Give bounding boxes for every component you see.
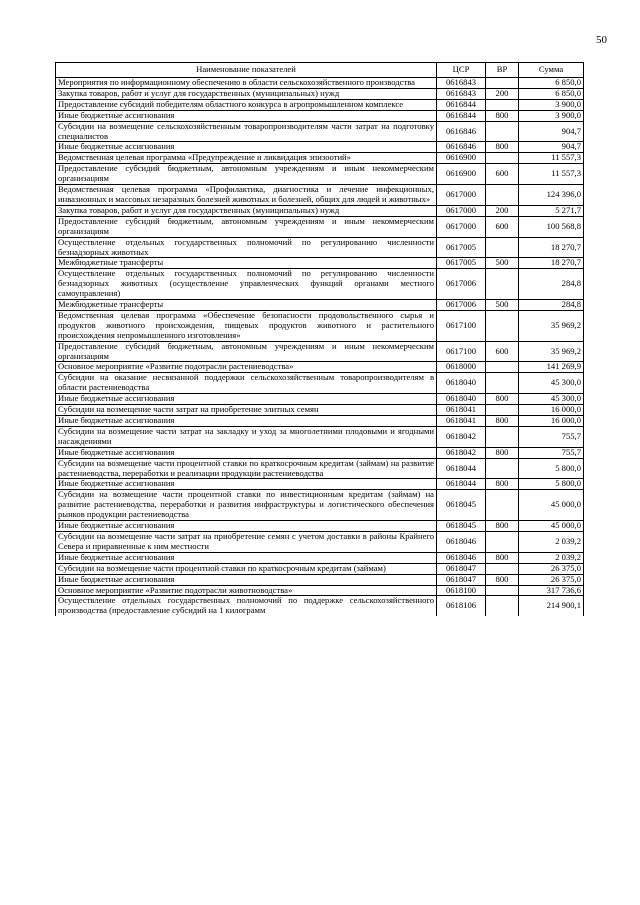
cell-name: Предоставление субсидий победителям областного конкурса в агропромышленном комплексе: [56, 99, 437, 110]
cell-csr: 0618041: [437, 405, 486, 416]
cell-csr: 0616844: [437, 110, 486, 121]
cell-name: Субсидии на возмещение части затрат на приобретение элитных семян: [56, 405, 437, 416]
cell-name: Иные бюджетные ассигнования: [56, 447, 437, 458]
cell-sum: 284,8: [519, 269, 584, 300]
table-row: [56, 300, 584, 311]
cell-csr: 0616843: [437, 78, 486, 89]
cell-sum: 5 800,0: [519, 479, 584, 490]
cell-sum: 35 969,2: [519, 310, 584, 341]
cell-vr: [486, 596, 519, 616]
table-row: [56, 416, 584, 427]
cell-csr: 0617000: [437, 205, 486, 216]
cell-csr: 0618044: [437, 479, 486, 490]
table-row: [56, 531, 584, 552]
cell-sum: 214 900,1: [519, 596, 584, 616]
cell-name: Иные бюджетные ассигнования: [56, 479, 437, 490]
cell-vr: [486, 310, 519, 341]
table-row: [56, 185, 584, 206]
cell-csr: 0618046: [437, 552, 486, 563]
cell-sum: 755,7: [519, 447, 584, 458]
table-row: [56, 164, 584, 185]
cell-vr: 800: [486, 447, 519, 458]
cell-sum: 141 269,9: [519, 362, 584, 373]
cell-name: Субсидии на возмещение части процентной ставки по инвестиционным кредитам (займам) на развитие растениеводства, переработки и развития инфраструктуры и логистического обеспечения рынков продукции растениеводства: [56, 490, 437, 521]
cell-csr: 0617005: [437, 258, 486, 269]
header-csr: ЦСР: [437, 63, 486, 78]
cell-csr: 0618041: [437, 416, 486, 427]
cell-name: Иные бюджетные ассигнования: [56, 552, 437, 563]
cell-vr: [486, 269, 519, 300]
table-row: [56, 596, 584, 616]
cell-vr: [486, 426, 519, 447]
cell-csr: 0617006: [437, 300, 486, 311]
cell-sum: 11 557,3: [519, 164, 584, 185]
table-row: [56, 216, 584, 237]
cell-sum: 26 375,0: [519, 574, 584, 585]
page-number: 50: [596, 34, 607, 46]
cell-sum: 45 300,0: [519, 394, 584, 405]
cell-sum: 6 850,0: [519, 78, 584, 89]
table-row: [56, 153, 584, 164]
cell-name: Основное мероприятие «Развитие подотрасли растениеводства»: [56, 362, 437, 373]
cell-vr: 600: [486, 216, 519, 237]
table-row: [56, 563, 584, 574]
cell-name: Иные бюджетные ассигнования: [56, 574, 437, 585]
cell-vr: 800: [486, 552, 519, 563]
table-row: [56, 110, 584, 121]
cell-csr: 0618106: [437, 596, 486, 616]
table-row: [56, 205, 584, 216]
cell-csr: 0618040: [437, 373, 486, 394]
cell-vr: 800: [486, 142, 519, 153]
table-row: [56, 405, 584, 416]
cell-sum: 904,7: [519, 121, 584, 142]
cell-csr: 0616900: [437, 164, 486, 185]
cell-csr: 0618046: [437, 531, 486, 552]
cell-csr: 0618000: [437, 362, 486, 373]
cell-sum: 18 270,7: [519, 237, 584, 258]
header-sum: Сумма: [519, 63, 584, 78]
cell-csr: 0618047: [437, 574, 486, 585]
cell-sum: 45 000,0: [519, 521, 584, 532]
cell-vr: 200: [486, 88, 519, 99]
table-header-row: [56, 63, 584, 78]
cell-csr: 0618042: [437, 447, 486, 458]
cell-name: Субсидии на возмещение сельскохозяйственным товаропроизводителям части затрат на подготовку специалистов: [56, 121, 437, 142]
table-row: [56, 341, 584, 362]
cell-name: Закупка товаров, работ и услуг для государственных (муниципальных) нужд: [56, 205, 437, 216]
cell-vr: 600: [486, 164, 519, 185]
cell-csr: 0616844: [437, 99, 486, 110]
cell-name: Основное мероприятие «Развитие подотрасли животноводства»: [56, 585, 437, 596]
table-row: [56, 552, 584, 563]
cell-vr: 500: [486, 258, 519, 269]
cell-vr: [486, 531, 519, 552]
cell-sum: 2 039,2: [519, 531, 584, 552]
cell-csr: 0616900: [437, 153, 486, 164]
cell-vr: 500: [486, 300, 519, 311]
cell-vr: 800: [486, 574, 519, 585]
cell-name: Субсидии на возмещение части процентной ставки по краткосрочным кредитам (займам): [56, 563, 437, 574]
table-row: [56, 373, 584, 394]
table-row: [56, 258, 584, 269]
cell-sum: 100 568,8: [519, 216, 584, 237]
table-row: [56, 394, 584, 405]
cell-vr: [486, 585, 519, 596]
cell-sum: 11 557,3: [519, 153, 584, 164]
cell-vr: [486, 458, 519, 479]
table-row: [56, 490, 584, 521]
table-row: [56, 362, 584, 373]
table-row: [56, 99, 584, 110]
cell-csr: 0617000: [437, 216, 486, 237]
cell-sum: 2 039,2: [519, 552, 584, 563]
cell-sum: 45 000,0: [519, 490, 584, 521]
cell-name: Осуществление отдельных государственных полномочий по поддержке сельскохозяйственного производства (предоставление субсидий на 1 килограмм: [56, 596, 437, 616]
budget-table: [55, 62, 584, 616]
cell-vr: 800: [486, 394, 519, 405]
cell-vr: [486, 153, 519, 164]
cell-name: Предоставление субсидий бюджетным, автономным учреждениям и иным некоммерческим организациям: [56, 341, 437, 362]
cell-sum: 5 800,0: [519, 458, 584, 479]
cell-sum: 16 000,0: [519, 405, 584, 416]
table-row: [56, 426, 584, 447]
cell-csr: 0618045: [437, 490, 486, 521]
cell-sum: 3 900,0: [519, 110, 584, 121]
cell-vr: 800: [486, 416, 519, 427]
cell-sum: 35 969,2: [519, 341, 584, 362]
cell-csr: 0617005: [437, 237, 486, 258]
cell-name: Осуществление отдельных государственных полномочий по регулированию численности безнадзорных животных (осуществление управленческих функций органами местного самоуправления): [56, 269, 437, 300]
table-row: [56, 521, 584, 532]
cell-sum: 16 000,0: [519, 416, 584, 427]
cell-sum: 904,7: [519, 142, 584, 153]
cell-vr: 800: [486, 521, 519, 532]
cell-name: Предоставление субсидий бюджетным, автономным учреждениям и иным некоммерческим организациям: [56, 164, 437, 185]
cell-vr: [486, 563, 519, 574]
cell-name: Закупка товаров, работ и услуг для государственных (муниципальных) нужд: [56, 88, 437, 99]
cell-vr: [486, 121, 519, 142]
table-row: [56, 237, 584, 258]
cell-vr: [486, 490, 519, 521]
cell-name: Ведомственная целевая программа «Предупреждение и ликвидация эпизоотий»: [56, 153, 437, 164]
cell-name: Ведомственная целевая программа «Профилактика, диагностика и лечение инфекционных, инвазионных и массовых незаразных болезней животных и болезней, общих для людей и животных»: [56, 185, 437, 206]
cell-sum: 6 850,0: [519, 88, 584, 99]
table-row: [56, 310, 584, 341]
cell-sum: 755,7: [519, 426, 584, 447]
cell-vr: 600: [486, 341, 519, 362]
cell-vr: [486, 405, 519, 416]
cell-name: Межбюджетные трансферты: [56, 258, 437, 269]
cell-csr: 0618100: [437, 585, 486, 596]
cell-sum: 18 270,7: [519, 258, 584, 269]
cell-name: Мероприятия по информационному обеспечению в области сельскохозяйственного производства: [56, 78, 437, 89]
table-row: [56, 447, 584, 458]
cell-vr: 200: [486, 205, 519, 216]
cell-csr: 0616843: [437, 88, 486, 99]
table-row: [56, 121, 584, 142]
cell-sum: 317 736,6: [519, 585, 584, 596]
cell-csr: 0617000: [437, 185, 486, 206]
table-row: [56, 78, 584, 89]
cell-csr: 0616846: [437, 121, 486, 142]
cell-csr: 0618044: [437, 458, 486, 479]
cell-sum: 45 300,0: [519, 373, 584, 394]
cell-vr: [486, 237, 519, 258]
cell-vr: 800: [486, 479, 519, 490]
cell-name: Субсидии на возмещение части затрат на приобретение семян с учетом доставки в районы Крайнего Севера и приравненные к ним местности: [56, 531, 437, 552]
cell-name: Межбюджетные трансферты: [56, 300, 437, 311]
cell-csr: 0616846: [437, 142, 486, 153]
table-row: [56, 479, 584, 490]
cell-vr: [486, 99, 519, 110]
cell-name: Иные бюджетные ассигнования: [56, 142, 437, 153]
table-body: [56, 78, 584, 617]
cell-vr: [486, 78, 519, 89]
cell-sum: 284,8: [519, 300, 584, 311]
cell-sum: 5 271,7: [519, 205, 584, 216]
table-row: [56, 458, 584, 479]
cell-name: Субсидии на возмещение части затрат на закладку и уход за многолетними плодовыми и ягодными насаждениями: [56, 426, 437, 447]
table-row: [56, 88, 584, 99]
header-name: Наименование показателей: [56, 63, 437, 78]
cell-name: Иные бюджетные ассигнования: [56, 521, 437, 532]
cell-name: Предоставление субсидий бюджетным, автономным учреждениям и иным некоммерческим организациям: [56, 216, 437, 237]
cell-name: Иные бюджетные ассигнования: [56, 110, 437, 121]
cell-sum: 26 375,0: [519, 563, 584, 574]
cell-vr: [486, 185, 519, 206]
cell-csr: 0617100: [437, 341, 486, 362]
cell-csr: 0617006: [437, 269, 486, 300]
cell-csr: 0618040: [437, 394, 486, 405]
cell-csr: 0618042: [437, 426, 486, 447]
table-row: [56, 269, 584, 300]
cell-name: Субсидии на оказание несвязанной поддержки сельскохозяйственным товаропроизводителям в области растениеводства: [56, 373, 437, 394]
cell-sum: 124 396,0: [519, 185, 584, 206]
cell-name: Осуществление отдельных государственных полномочий по регулированию численности безнадзорных животных: [56, 237, 437, 258]
cell-csr: 0618045: [437, 521, 486, 532]
cell-sum: 3 900,0: [519, 99, 584, 110]
cell-csr: 0617100: [437, 310, 486, 341]
cell-name: Субсидии на возмещение части процентной ставки по краткосрочным кредитам (займам) на развитие растениеводства, переработки и реализации продукции растениеводства: [56, 458, 437, 479]
cell-name: Иные бюджетные ассигнования: [56, 394, 437, 405]
cell-vr: 800: [486, 110, 519, 121]
cell-vr: [486, 362, 519, 373]
table-row: [56, 142, 584, 153]
header-vr: ВР: [486, 63, 519, 78]
cell-name: Ведомственная целевая программа «Обеспечение безопасности продовольственного сырья и продуктов животного происхождения, пищевых продуктов животного и растительного происхождения непромышленного изготовления»: [56, 310, 437, 341]
table-row: [56, 574, 584, 585]
cell-name: Иные бюджетные ассигнования: [56, 416, 437, 427]
cell-csr: 0618047: [437, 563, 486, 574]
table-row: [56, 585, 584, 596]
cell-vr: [486, 373, 519, 394]
